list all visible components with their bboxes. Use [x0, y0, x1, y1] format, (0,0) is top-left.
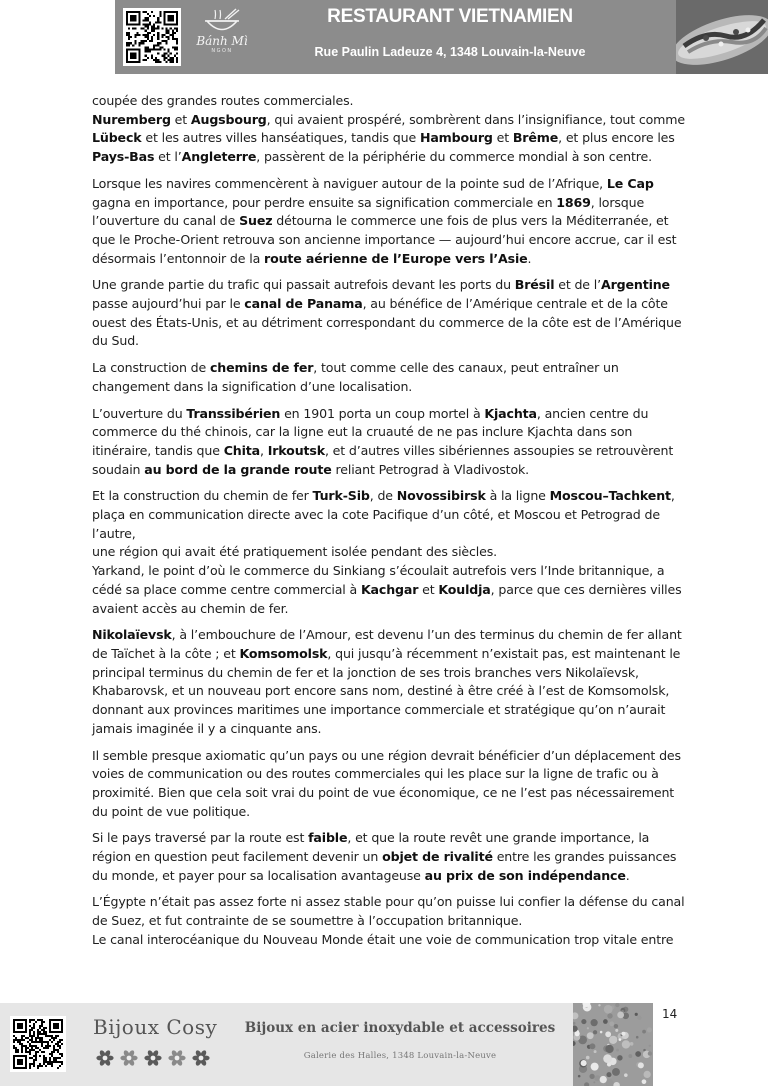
text-run: , et que la route revêt une grande importance, la région en question peut facilement devenir un: [92, 830, 650, 865]
paragraph: [92, 893, 686, 949]
bold-term: canal de Panama: [244, 296, 363, 312]
text-run: une région qui avait été pratiquement isolée pendant des siècles.: [92, 544, 498, 560]
text-line: [92, 543, 686, 562]
jewelry-brand: Bijoux Cosy: [93, 1015, 218, 1039]
restaurant-title: RESTAURANT VIETNAMIEN: [327, 6, 573, 27]
text-run: L’Égypte n’était pas assez forte ni assez stable pour qu’on puisse lui confier la défense du canal de Suez, et fut contrainte de se soumettre à l’occupation britannique.: [92, 894, 685, 929]
bold-term: Novossibirsk: [396, 488, 486, 504]
text-run: à la ligne: [485, 488, 550, 504]
text-run: , tout comme celle des canaux, peut entraîner un changement dans la signification d’une localisation.: [92, 360, 619, 394]
bold-term: Brésil: [514, 277, 555, 293]
bold-term: 1869: [556, 194, 591, 210]
text-run: et: [170, 111, 191, 127]
bold-term: Suez: [239, 213, 273, 229]
header-banner: [115, 0, 768, 74]
text-run: Une grande partie du trafic qui passait autrefois devant les ports du: [92, 277, 515, 293]
text-line: [92, 829, 686, 885]
bold-term: Nikolaïevsk: [92, 627, 172, 643]
text-run: , de: [369, 488, 397, 504]
page-number: 14: [662, 1007, 678, 1021]
bold-term: Komsomolsk: [239, 645, 328, 661]
logo-script-text: Bánh Mì: [196, 34, 248, 48]
bold-term: route aérienne de l’Europe vers l’Asie: [264, 250, 528, 266]
text-run: Le canal interocéanique du Nouveau Monde était une voie de communication trop vitale entre: [92, 931, 674, 947]
footer-banner: [0, 1003, 653, 1086]
text-run: reliant Petrograd à Vladivostok.: [331, 461, 530, 477]
bold-term: Transsibérien: [186, 405, 281, 421]
text-run: en 1901 porta un coup mortel à: [280, 405, 485, 421]
bold-term: Kachgar: [360, 581, 419, 597]
text-line: [92, 359, 686, 396]
text-line: [92, 405, 686, 480]
text-run: La construction de: [92, 360, 210, 376]
qr-code-icon: [123, 8, 181, 66]
text-run: entre les grandes puissances du monde, et payer pour sa localisation avantageuse: [92, 849, 677, 883]
flower-icon: [94, 1047, 214, 1069]
bold-term: Turk-Sib: [312, 488, 370, 504]
text-run: Et la construction du chemin de fer: [92, 488, 313, 504]
text-run: , qui avaient prospéré, sombrèrent dans l’insignifiance, tout comme: [266, 111, 686, 127]
article-body: [92, 92, 686, 958]
bold-term: Augsbourg: [190, 111, 267, 127]
qr-code-icon: [10, 1016, 66, 1072]
text-run: , au bénéfice de l’Amérique centrale et de la côte ouest des États-Unis, et au détriment correspondant du commerce de la côte est de l’Amérique du Sud.: [92, 296, 682, 349]
text-line: [92, 175, 686, 269]
text-line: [92, 487, 686, 543]
text-run: ,: [259, 442, 268, 458]
text-run: L’ouverture du: [92, 405, 187, 421]
paragraph: [92, 747, 686, 822]
paragraph: [92, 175, 686, 269]
bold-term: Irkoutsk: [267, 442, 325, 458]
text-run: coupée des grandes routes commerciales.: [92, 93, 354, 108]
bold-term: Argentine: [600, 277, 670, 293]
bold-term: objet de rivalité: [382, 849, 493, 865]
text-run: gagna en importance, pour perdre ensuite sa signification commerciale en: [92, 194, 557, 210]
text-line: [92, 111, 686, 167]
paragraph: [92, 829, 686, 885]
text-run: .: [625, 867, 630, 883]
text-run: , qui jusqu’à récemment n’existait pas, est maintenant le principal terminus du chemin de fer et la jonction de ses trois branches vers Nikolaïevsk, Khabarovsk, et un nouveau port encore sans nom, destiné à être créé à l’est de Komsomolsk, donnant aux provinces maritimes une importance commerciale et stratégique qu’on n’aurait jamais imaginée il y a cinquante ans.: [92, 645, 681, 736]
text-line: [92, 276, 686, 351]
text-line: [92, 92, 686, 111]
jewelry-photo: [573, 1003, 653, 1086]
text-run: , ancien centre du commerce du thé chinois, car la ligne eut la cruauté de ne pas inclure Kjachta dans son itinéraire, tandis que: [92, 405, 649, 458]
bold-term: faible: [308, 830, 348, 846]
paragraph: [92, 487, 686, 618]
text-run: , à l’embouchure de l’Amour, est devenu l’un des terminus du chemin de fer allant de Taïchet à la côte ; et: [92, 627, 682, 661]
paragraph: [92, 626, 686, 738]
text-run: Il semble presque axiomatic qu’un pays ou une région devrait bénéficier d’un déplacement des voies de communication ou des routes commerciales qui les place sur la ligne de trafic ou à proximité. Bien que cela soit vrai du point de vue économique, ce ne l’est pas nécessairement du point de vue politique.: [92, 747, 681, 819]
text-run: , plaça en communication directe avec la cote Pacifique d’un côté, et Moscou et Petrograd de l’autre,: [92, 488, 675, 541]
food-photo: [676, 0, 768, 74]
text-line: [92, 562, 686, 618]
bold-term: Brême: [512, 130, 559, 146]
bold-term: Lübeck: [92, 130, 142, 146]
text-run: .: [527, 250, 532, 266]
text-run: passe aujourd’hui par le: [92, 296, 245, 312]
text-run: et les autres villes hanséatiques, tandis que: [141, 130, 420, 146]
text-run: détourna le commerce une fois de plus vers la Méditerranée, et que le Proche-Orient retrouva son ancienne importance — aujourd’hui encore accrue, car il est désormais l’entonnoir de la: [92, 213, 677, 266]
text-run: Lorsque les navires commencèrent à naviguer autour de la pointe sud de l’Afrique,: [92, 175, 607, 191]
text-run: et de l’: [554, 277, 601, 293]
bold-term: Moscou–Tachkent: [549, 488, 671, 504]
bold-term: Hambourg: [419, 130, 493, 146]
restaurant-logo: [189, 8, 255, 66]
logo-subtitle: NGON: [211, 48, 233, 54]
restaurant-address: Rue Paulin Ladeuze 4, 1348 Louvain-la-Neuve: [314, 45, 586, 59]
bold-term: Le Cap: [606, 175, 654, 191]
bold-term: Nuremberg: [92, 111, 171, 127]
text-run: , parce que ces dernières villes avaient accès au chemin de fer.: [92, 581, 682, 616]
text-run: et: [418, 581, 439, 597]
paragraph: [92, 359, 686, 396]
bold-term: Chita: [223, 442, 260, 458]
text-run: , passèrent de la périphérie du commerce mondial à son centre.: [256, 149, 652, 165]
text-run: , et d’autres villes sibériennes assoupies se retrouvèrent soudain: [92, 442, 674, 477]
bold-term: Angleterre: [181, 149, 257, 165]
text-run: Yarkand, le point d’où le commerce du Sinkiang s’écoulait autrefois vers l’Inde britannique, a cédé sa place comme centre commercial à: [92, 563, 665, 597]
bold-term: au bord de la grande route: [144, 461, 332, 477]
text-line: [92, 893, 686, 930]
bold-term: chemins de fer: [209, 360, 314, 376]
text-run: et: [492, 130, 513, 146]
bold-term: au prix de son indépendance: [424, 867, 626, 883]
bold-term: Kouldja: [438, 581, 491, 597]
text-run: , lorsque l’ouverture du canal de: [92, 194, 645, 229]
paragraph: [92, 405, 686, 480]
paragraph: [92, 276, 686, 351]
text-run: et l’: [154, 149, 182, 165]
jewelry-tagline: Bijoux en acier inoxydable et accessoires: [244, 1020, 556, 1036]
bold-term: Kjachta: [484, 405, 537, 421]
jewelry-address: Galerie des Halles, 1348 Louvain-la-Neuve: [303, 1051, 497, 1061]
paragraph: [92, 92, 686, 167]
text-line: [92, 747, 686, 822]
noodle-bowl-icon: [203, 8, 241, 34]
text-line: [92, 931, 686, 950]
text-run: , et plus encore les: [558, 130, 675, 146]
bold-term: Pays-Bas: [92, 149, 155, 165]
text-line: [92, 626, 686, 738]
text-run: Si le pays traversé par la route est: [92, 830, 309, 846]
